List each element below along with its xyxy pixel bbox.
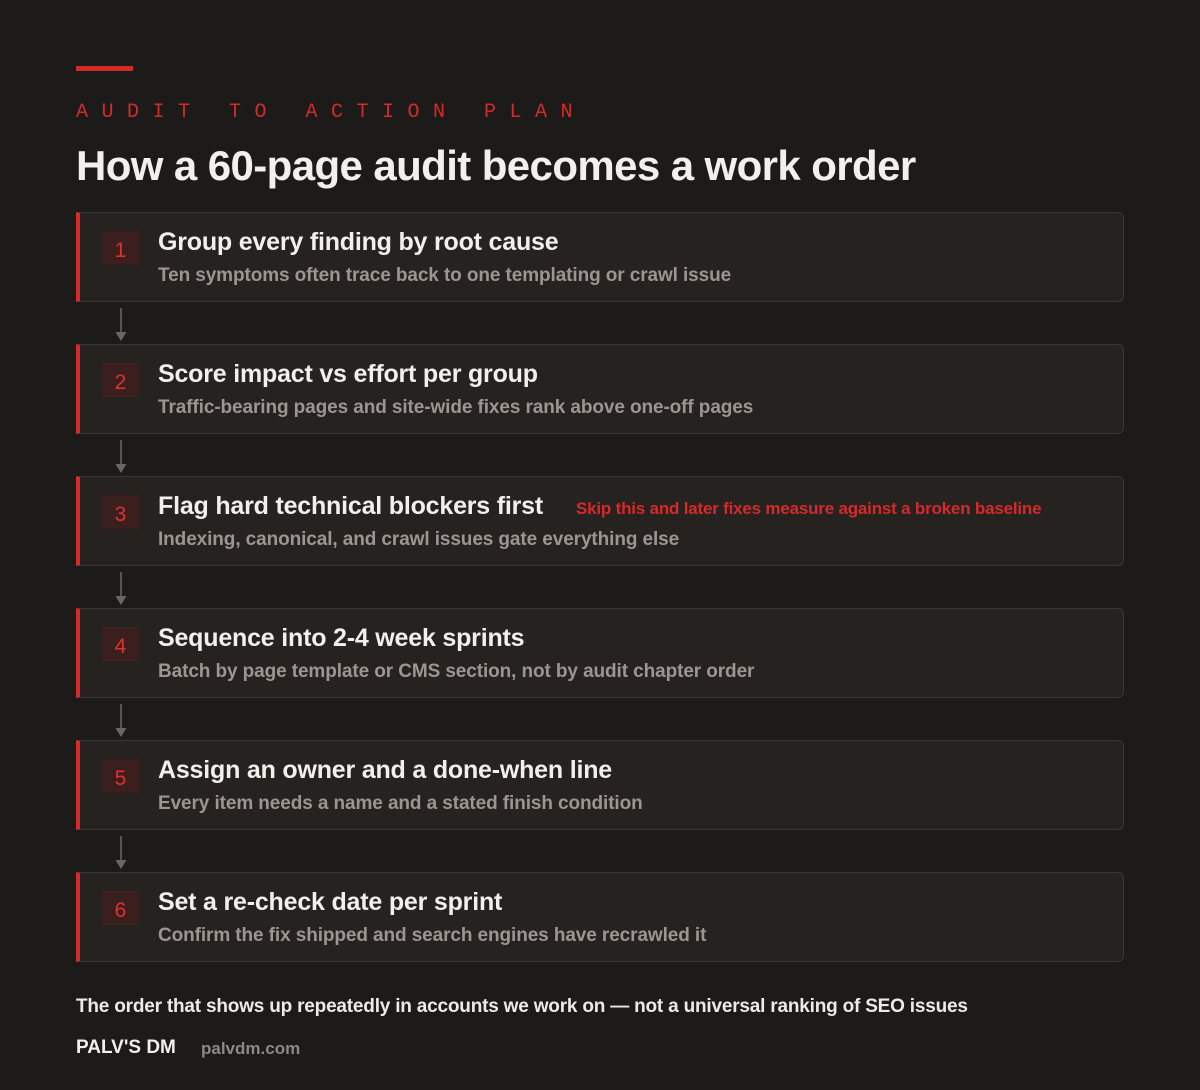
- step-description: Ten symptoms often trace back to one templating or crawl issue: [158, 265, 732, 286]
- page-title: How a 60-page audit becomes a work order: [76, 142, 916, 189]
- step-number: 2: [102, 363, 139, 397]
- step-card-4: [76, 608, 1124, 698]
- brand-url: palvdm.com: [201, 1039, 301, 1058]
- down-arrow-icon: [114, 308, 128, 342]
- step-title: Score impact vs effort per group: [158, 360, 538, 388]
- step-description: Confirm the fix shipped and search engines have recrawled it: [158, 925, 707, 946]
- step-title: Assign an owner and a done-when line: [158, 756, 612, 784]
- step-title: Set a re-check date per sprint: [158, 888, 503, 916]
- brand-name: PALV'S DM: [76, 1037, 176, 1058]
- step-card-2: [76, 344, 1124, 434]
- down-arrow-icon: [114, 440, 128, 474]
- footnote: The order that shows up repeatedly in accounts we work on — not a universal ranking of SEO issues: [76, 996, 968, 1017]
- step-description: Traffic-bearing pages and site-wide fixes rank above one-off pages: [158, 397, 754, 418]
- step-card-3: [76, 476, 1124, 566]
- step-number: 6: [102, 891, 139, 925]
- step-warning: Skip this and later fixes measure against a broken baseline: [576, 499, 1042, 518]
- step-title: Sequence into 2-4 week sprints: [158, 624, 525, 652]
- step-card-6: [76, 872, 1124, 962]
- eyebrow-label: AUDIT TO ACTION PLAN: [76, 101, 587, 124]
- down-arrow-icon: [114, 704, 128, 738]
- step-description: Batch by page template or CMS section, not by audit chapter order: [158, 661, 755, 682]
- step-title: Flag hard technical blockers first: [158, 492, 543, 520]
- step-number: 5: [102, 759, 139, 793]
- step-card-1: [76, 212, 1124, 302]
- step-number: 1: [102, 231, 139, 265]
- step-card-5: [76, 740, 1124, 830]
- step-description: Every item needs a name and a stated finish condition: [158, 793, 643, 814]
- step-title: Group every finding by root cause: [158, 228, 559, 256]
- down-arrow-icon: [114, 836, 128, 870]
- step-number: 3: [102, 495, 139, 529]
- accent-bar: [76, 66, 133, 71]
- step-description: Indexing, canonical, and crawl issues gate everything else: [158, 529, 680, 550]
- down-arrow-icon: [114, 572, 128, 606]
- step-number: 4: [102, 627, 139, 661]
